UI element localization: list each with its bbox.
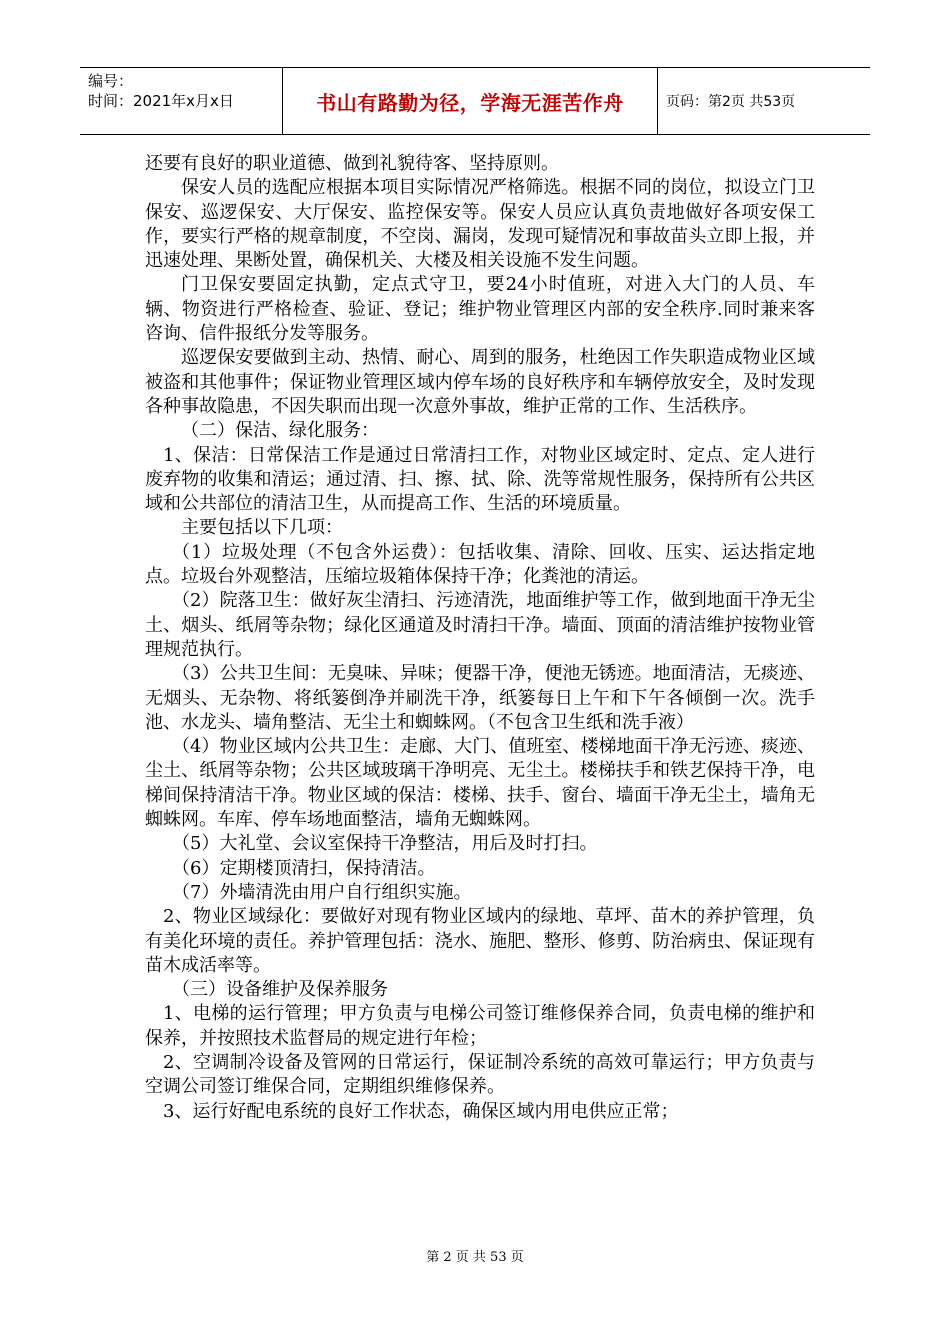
paragraph: 还要有良好的职业道德、做到礼貌待客、坚持原则。 — [145, 153, 559, 174]
paragraph: （6）定期楼顶清扫，保持清洁。 — [172, 857, 436, 879]
paragraph: 主要包括以下几项： — [181, 517, 343, 539]
page-footer: 第 2 页 共 53 页 — [426, 1250, 524, 1265]
header-motto: 书山有路勤为径，学海无涯苦作舟 — [283, 68, 658, 134]
paragraph: （4）物业区域内公共卫生：走廊、大门、值班室、楼梯地面干净无污迹、痰迹、尘土、纸屑等杂物；公共区域玻璃干净明亮、无尘土。楼梯扶手和铁艺保持干净，电梯间保持清洁干净。物业区域的保洁：楼梯、扶手、窗台、墙面干净无尘土，墙角无蜘蛛网。车库、停车场地面整洁，墙角无蜘蛛网。 — [145, 736, 815, 831]
document-date: 时间：2021年x月x日 — [88, 92, 234, 110]
paragraph: 1、电梯的运行管理；甲方负责与电梯公司签订维修保养合同，负责电梯的维护和保养，并按照技术监督局的规定进行年检； — [145, 1003, 815, 1049]
document-header — [80, 67, 870, 135]
paragraph: 2、空调制冷设备及管网的日常运行，保证制冷系统的高效可靠运行；甲方负责与空调公司签订维保合同，定期组织维修保养。 — [145, 1051, 815, 1098]
paragraph: （7）外墙清洗由用户自行组织实施。 — [172, 881, 472, 903]
header-page-info: 页码：第2页 共53页 — [666, 94, 796, 110]
header-meta — [80, 68, 283, 134]
paragraph: 1、保洁：日常保洁工作是通过日常清扫工作，对物业区域定时、定点、定人进行废弃物的收集和清运；通过清、扫、擦、拭、除、洗等常规性服务，保持所有公共区域和公共部位的清洁卫生，从而提高工作、生活的环境质量。 — [145, 444, 815, 515]
paragraph: 门卫保安要固定执勤，定点式守卫，要24小时值班，对进入大门的人员、车辆、物资进行严格检查、验证、登记；维护物业管理区内部的安全秩序.同时兼来客咨询、信件报纸分发等服务。 — [145, 274, 815, 345]
document-body — [145, 152, 815, 1124]
paragraph: 3、运行好配电系统的良好工作状态，确保区域内用电供应正常； — [163, 1100, 679, 1122]
section-heading: （三）设备维护及保养服务 — [172, 979, 388, 1001]
paragraph: 保安人员的选配应根据本项目实际情况严格筛选。根据不同的岗位，拟设立门卫保安、巡逻保安、大厅保安、监控保安等。保安人员应认真负责地做好各项安保工作，要实行严格的规章制度，不空岗、漏岗，发现可疑情况和事故苗头立即上报，并迅速处理、果断处置，确保机关、大楼及相关设施不发生问题。 — [145, 177, 815, 272]
paragraph: （3）公共卫生间：无臭味、异味；便器干净，便池无锈迹。地面清洁，无痰迹、无烟头、无杂物、将纸篓倒净并刷洗干净，纸篓每日上午和下午各倾倒一次。洗手池、水龙头、墙角整洁、无尘土和蜘蛛网。（不包含卫生纸和洗手液） — [145, 663, 815, 733]
paragraph: （1）垃圾处理（不包含外运费）：包括收集、清除、回收、压实、运达指定地点。垃圾台外观整洁，压缩垃圾箱体保持干净；化粪池的清运。 — [145, 541, 815, 588]
paragraph: （2）院落卫生：做好灰尘清扫、污迹清洗，地面维护等工作，做到地面干净无尘土、烟头、纸屑等杂物；绿化区通道及时清扫干净。墙面、顶面的清洁维护按物业管理规范执行。 — [145, 590, 815, 660]
paragraph: （5）大礼堂、会议室保持干净整洁，用后及时打扫。 — [172, 833, 598, 855]
document-number: 编号： — [88, 72, 134, 90]
section-heading: （二）保洁、绿化服务： — [181, 420, 379, 442]
paragraph: 2、物业区域绿化：要做好对现有物业区域内的绿地、草坪、苗木的养护管理，负有美化环境的责任。养护管理包括：浇水、施肥、整形、修剪、防治病虫、保证现有苗木成活率等。 — [145, 906, 815, 976]
paragraph: 巡逻保安要做到主动、热情、耐心、周到的服务，杜绝因工作失职造成物业区域被盗和其他事件；保证物业管理区域内停车场的良好秩序和车辆停放安全，及时发现各种事故隐患，不因失职而出现一次意外事故，维护正常的工作、生活秩序。 — [145, 347, 815, 417]
